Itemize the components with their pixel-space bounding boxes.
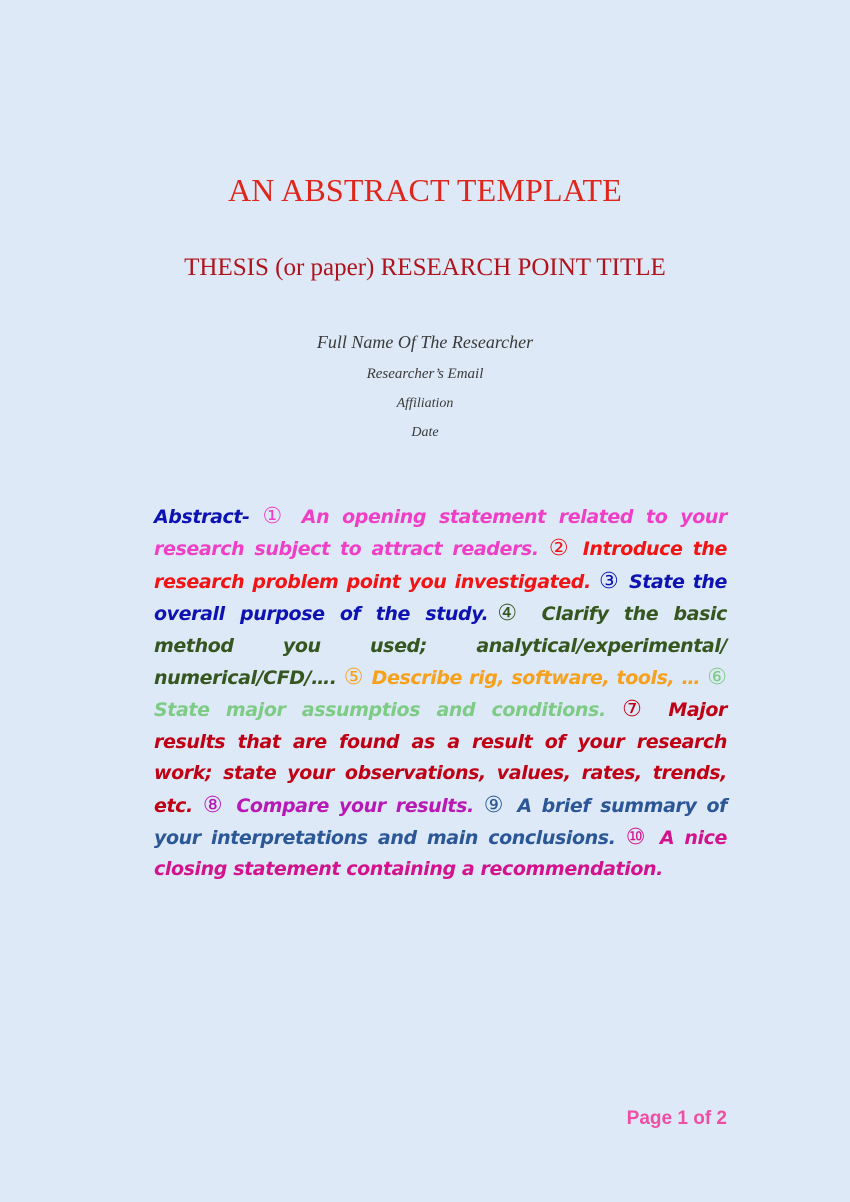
abstract-step-number: ③ — [599, 568, 621, 594]
abstract-step-number: ⑩ — [625, 825, 650, 851]
abstract-paragraph — [154, 501, 727, 886]
researcher-email: Researcher’s Email — [366, 366, 484, 382]
abstract-step-text: Compare your results. — [236, 794, 474, 817]
researcher-affiliation: Affiliation — [396, 396, 454, 411]
abstract-step-number: ⑧ — [202, 792, 227, 818]
abstract-step-text: Clarify the basic method you used; analytical/experimental/ numerical/CFD/…. — [154, 603, 727, 690]
document-title: AN ABSTRACT TEMPLATE — [228, 172, 622, 208]
abstract-step-number: ④ — [488, 601, 527, 627]
abstract-step-number: ⑨ — [483, 792, 508, 818]
abstract-step-number: ② — [548, 536, 573, 562]
abstract-step-text: A nice closing statement containing a recommendation. — [154, 827, 728, 881]
abstract-step-text: A brief summary of your interpretations and main conclusions. — [154, 794, 727, 850]
abstract-step-text: State major assumptios and conditions. — [154, 699, 606, 722]
page-number: Page 1 of 2 — [626, 1108, 727, 1129]
abstract-label: Abstract- — [154, 506, 250, 528]
abstract-step-text: An opening statement related to your research subject to attract readers. — [154, 506, 727, 561]
abstract-step-text: Describe rig, software, tools, … — [371, 667, 701, 690]
document-date: Date — [411, 425, 439, 440]
abstract-step-number: ⑥ — [707, 665, 727, 691]
researcher-name: Full Name Of The Researcher — [316, 332, 534, 352]
abstract-step-text: Introduce the research problem point you investigated. — [154, 538, 728, 593]
research-point-title: THESIS (or paper) RESEARCH POINT TITLE — [184, 254, 666, 281]
abstract-step-number: ⑦ — [622, 697, 652, 723]
abstract-step-number: ⑤ — [343, 665, 365, 691]
abstract-step-text: Major results that are found as a result of your research work; state your observations, values, rates, trends, etc. — [154, 699, 727, 817]
abstract-step-number: ① — [262, 504, 289, 529]
abstract-step-text: State the overall purpose of the study. — [154, 570, 727, 626]
